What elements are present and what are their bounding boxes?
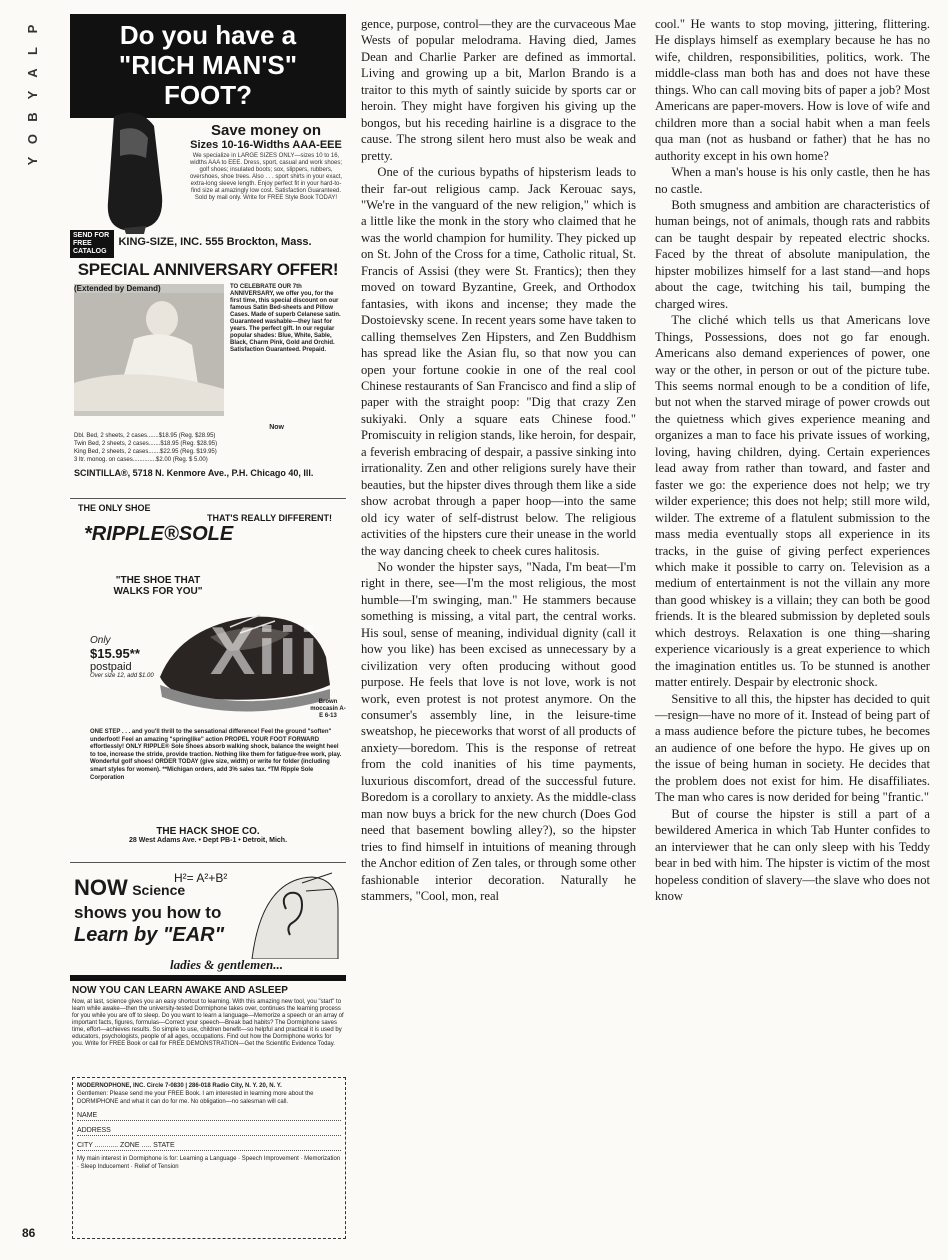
ear-body: Now, at last, science gives you an easy shortcut to learning. With this amazing new tool, you "start" to learn while awake—then the university-tested Dormiphone takes over, continues the learning process for you while you are off to sleep. Do you want to learn a language—Memorize a speech or an array of important facts, figures, formulas—Correct your speech—Break bad habits? The Dormiphone saves time, effort—achieves results. So simple to use, children benefit—so helpful and practical it is used by educators, psychologists, people of all ages, occupations. Find out how the Dormiphone works for you. Write for FREE Book or call for FREE DEMONSTRATION—Get the Scientific Evidence Today. bbox=[72, 999, 344, 1047]
coupon-interest-options[interactable]: My main interest in Dormiphone is for: Learning a Language · Speech Improvement · Memorization · Sleep Inducement · Relief of Tension bbox=[77, 1156, 341, 1170]
masthead-letter: L bbox=[25, 47, 40, 55]
ear-subheadline: NOW YOU CAN LEARN AWAKE AND ASLEEP bbox=[72, 985, 288, 996]
free-catalog-badge[interactable]: SEND FOR FREE CATALOG bbox=[70, 230, 114, 258]
ripple-line1: THE ONLY SHOE bbox=[78, 503, 151, 513]
divider bbox=[70, 975, 346, 981]
price-row: 3 ltr. monog. on cases..............$2.00 (Reg. $ 5.00) bbox=[74, 457, 208, 463]
coupon-header: MODERNOPHONE, INC. Circle 7-0830 | 286-018 Radio City, N. Y. 20, N. Y. bbox=[77, 1083, 282, 1089]
headline-line: FOOT? bbox=[163, 80, 253, 110]
ripple-body: ONE STEP . . . and you'll thrill to the sensational difference! Feel the ground "soften" underfoot! Feel an amazing "springlike" action PROPEL YOUR FOOT FORWARD effortlessly! ONLY RIPPLE® Sole Shoes absorb walking shock, balance the weight heel to toe, increase the stride, provide traction. Nothing like them for fatigue-free work, play. Wonderful golf shoes! ORDER TODAY (give size, width) or write for folder (including smart styles for women). **Michigan orders, add 3% sales tax. *TM Ripple Sole Corporation bbox=[90, 729, 342, 781]
masthead-letter: Y bbox=[25, 156, 40, 166]
oversize-note: Over size 12, add $1.00 bbox=[90, 673, 154, 679]
coupon-name-field[interactable]: NAME bbox=[77, 1112, 341, 1121]
now-word: NOW bbox=[74, 875, 128, 900]
order-coupon[interactable] bbox=[72, 1077, 346, 1239]
paragraph: When a man's house is his only castle, then he has no castle. bbox=[655, 165, 930, 196]
sizes-text: Sizes 10-16-Widths AAA-EEE bbox=[190, 139, 342, 151]
rich-foot-body: We specialize in LARGE SIZES ONLY—sizes 10 to 16, widths AAA to EEE. Dress, sport, casual and work shoes; golf shoes; insulated boots; sox, slippers, rubbers, overshoes, shoe trees. Also . . . sport shirts in your exact, extra-long sleeve length. Enjoy perfect fit in your hard-to-find size at amazingly low cost. Satisfaction Guaranteed. Sold by mail only. Write for FREE Style Book TODAY! bbox=[189, 153, 343, 201]
now-label: Now bbox=[269, 424, 284, 431]
paragraph: One of the curious bypaths of hipsterism leads to their far-out religious camp. Jack Kerouac says, "We're in the vanguard of the new religion," which is a little like the monk in the story who claimed that he was the world champion for humility. They picked up on St. John of the Cross for a time, Catholic ritual, St. Francis of Assisi (they were St. Frantics); then they moved on toward Byzantine, Greek, and Orthodox fantasies, with ikons and incense; they made the Dostoievsky scene. In recent years some have taken to calling themselves Zen Hipsters, and Zen Buddhism has spread like the Asian flu, so that now you can open your fortune cookie in one of the real cool Chinese restaurants of San Francisco and find a slip of paper with the straight poop: "Dig that crazy Zen sukiyaki. Only a square eats Chinese food." Promiscuity in religion stands, like heroin, for despair, a feverish embracing of despair, a passive sinking into irrationality. Zen and other religions surely have their beauties, but the hipster dives through them like a side show acrobat through a paper hoop—into the same old icy water of self-distrust below. The religious activities of the hipsters cure their unease in the world the way dancing cheek to cheek cures halitosis. bbox=[361, 165, 636, 558]
company-address: 28 West Adams Ave. • Dept PB-1 • Detroit, Mich. bbox=[128, 837, 288, 844]
coupon-text: Gentlemen: Please send me your FREE Book. I am interested in learning more about the DORMIPHONE and what it can do for me. No obligation—no salesman will call. bbox=[77, 1091, 314, 1105]
paragraph: cool." He wants to stop moving, jittering, flittering. He displays himself as exemplary because he has no wife, children, responsibilities, politics, work. The middle-class man both has and does not have these things. Who can call moving bits of paper a job? Most Americans are paper-movers. How is love of wife and children more than a social habit when a man feels qua man (not as husband or father) that he has no authority except in his own home? bbox=[655, 17, 930, 163]
masthead-vertical bbox=[22, 18, 44, 172]
ripple-price: $15.95** bbox=[90, 646, 140, 661]
masthead-letter: A bbox=[25, 68, 40, 78]
anniversary-body: TO CELEBRATE OUR 7th ANNIVERSARY, we offer you, for the first time, this special discount on our famous Satin Bed-sheets and Pillow Cases. Made of superb Celanese satin. Guaranteed washable—they last for years. The perfect gift. In our regular popular shades: Blue, White, Sable, Black, Charm Pink, Gold and Orchid. Satisfaction Guaranteed. Prepaid. bbox=[230, 284, 341, 353]
model-photo bbox=[74, 284, 224, 416]
paragraph: The cliché which tells us that Americans love Things, Possessions, does not go far enough. Americans also demand experiences of power, one way or the other, in person or out of the picture tube. This seems normal enough to be a condition of life, but not when the starved mirage of power crowds out the quietness which gives experience meaning and organizes a man to face his private issues of working, loving, having children, dying. Certain experiences lead away from rather than toward, and faster and faster we go: the experience does not help; we try wilder experience; this does not help; still more wild, wilder. The extreme of a flatulent submission to the mass media eventually stops all experience in its tracks, in the guise of giving perfect experiences which make it possible to carry on. Television as a medium of entertainment is not the villain any more than good whiskey is a villain; they can both be good friends. It is the bleared submission by depleted souls which destroys. Relaxation is one thing—sharing experience vicariously is a great experience to which the imagination entitles us. To be stunned is another matter entirely. Despair by electronic shock. bbox=[655, 313, 930, 690]
company-name: KING-SIZE, INC. 555 Brockton, Mass. bbox=[118, 236, 312, 248]
ripple-line2: THAT'S REALLY DIFFERENT! bbox=[207, 513, 332, 523]
masthead-letter: P bbox=[25, 24, 40, 34]
price-row: King Bed, 2 sheets, 2 cases.......$22.95 (Reg. $19.95) bbox=[74, 449, 217, 455]
paragraph: Both smugness and ambition are characteristics of human beings, not of animals, though rats and rabbits can be taught despair by repeated electric shocks. Faced by the threat of absolute manipulation, the hipster mobilizes himself for a last stand—and hops about the cage, twitching his tail, bumping the charged wires. bbox=[655, 197, 930, 311]
coupon-city-field[interactable]: CITY ............ ZONE ..... STATE bbox=[77, 1142, 341, 1151]
learn-by-ear-text: Learn by "EAR" bbox=[74, 924, 225, 946]
paragraph: But of course the hipster is still a part of a bewildered America in which Tab Hunter confides to an interviewer that he can only sleep with his Teddy bear in bed with him. The hipster is victim of the most hopeless condition of slavery—the slave who does not know bbox=[655, 806, 930, 904]
company-name: THE HACK SHOE CO. bbox=[156, 826, 260, 837]
science-word: Science bbox=[132, 882, 186, 898]
article-column-2 bbox=[655, 16, 930, 904]
ripple-quote: "THE SHOE THAT WALKS FOR YOU" bbox=[113, 575, 203, 597]
watermark: Xiii bbox=[210, 613, 321, 689]
rich-foot-copy-block bbox=[186, 122, 346, 202]
paragraph: gence, purpose, control—they are the curvaceous Mae Wests of popular melodrama. Having died, James Dean and Charlie Parker are defined as immortal. Living and growing up a bit, Marlon Brando is a traitor to this myth of saintly suicide by sports car or heroin. They might have forgiven his giving up the bongos, but his receding hairline is a disgrace to the cause. The strong silent hero must also be weak and pretty. bbox=[361, 17, 636, 163]
price-row: Twin Bed, 2 sheets, 2 cases.......$18.95 (Reg. $28.95) bbox=[74, 441, 218, 447]
rich-foot-footer bbox=[70, 230, 346, 258]
rich-foot-ad[interactable] bbox=[70, 14, 346, 254]
masthead-letter: O bbox=[25, 133, 40, 145]
price-table bbox=[74, 424, 344, 464]
dormiphone-ad[interactable] bbox=[70, 862, 346, 1247]
article-column-1 bbox=[361, 16, 636, 904]
headline-line: Do you have a bbox=[119, 20, 297, 50]
masthead-letter: B bbox=[25, 112, 40, 122]
loafer-shoe-icon bbox=[84, 106, 184, 236]
shows-text: shows you how to bbox=[74, 903, 222, 922]
paragraph: No wonder the hipster says, "Nada, I'm beat—I'm right in there, see—I'm the most religious, the most humble—I'm swinging, man." He stammers because something is missing, a vital part, the central works. His soul, sense of meaning, individual dignity (call it how you like) has been excised as unnecessary by a civilization very often producing without good purpose. He feels that love is not love, work is not work, even protest is not protest anymore. On the consumer's assembly line, in the leisure-time sweatshop, he pieceworks that worst of all products of anxiety—boredom. This is the response of retreat from the cold inanities of his time payments, luxurious discomfort, dread of the successful future. Boredom is a corollary to anxiety. As the middle-class man now buys a brick for the new church (Does God need that basement bowling alley?), so the hipster tries to find himself in intuitions of meaning through the Anchor edition of Zen tales, or through some other fashionable interior decoration. Naturally he stammers, "Cool, mon, real bbox=[361, 559, 636, 904]
anniversary-headline: SPECIAL ANNIVERSARY OFFER! bbox=[77, 260, 339, 279]
equation-text: H²= A²+B² bbox=[174, 871, 228, 885]
ladies-gentlemen-text: ladies & gentlemen... bbox=[170, 957, 284, 972]
brown-moccasin-label: Brown moccasin A-E 6-13 bbox=[310, 699, 346, 719]
headline-line: "RICH MAN'S" bbox=[118, 50, 298, 80]
save-text: Save money on bbox=[210, 122, 322, 139]
extended-label: (Extended by Demand) bbox=[74, 284, 161, 293]
masthead-letter: Y bbox=[25, 90, 40, 100]
postpaid-text: postpaid bbox=[90, 661, 132, 673]
rich-foot-headline bbox=[70, 14, 346, 118]
page-number: 86 bbox=[22, 1226, 36, 1240]
ripple-brand: *RIPPLE®SOLE bbox=[84, 523, 234, 545]
price-row: Dbl. Bed, 2 sheets, 2 cases.......$18.95 (Reg. $28.95) bbox=[74, 433, 216, 439]
paragraph: Sensitive to all this, the hipster has decided to quit—resign—have no more of it. Instead of being part of a mass audience before the picture tubes, he becomes an audience of one before the hypo. He gives up on the issue of being human in society. He decides that the problem does not exist for him. He disaffiliates. The man who cares is now derided for being "frantic." bbox=[655, 691, 930, 805]
coupon-address-field[interactable]: ADDRESS bbox=[77, 1127, 341, 1136]
ear-icon bbox=[242, 869, 342, 959]
anniversary-ad[interactable] bbox=[70, 260, 346, 510]
woman-on-sheets-image bbox=[74, 293, 224, 411]
only-text: Only bbox=[90, 635, 111, 646]
ripple-company-block bbox=[70, 826, 346, 844]
anniversary-address: SCINTILLA®, 5718 N. Kenmore Ave., P.H. Chicago 40, Ill. bbox=[74, 468, 314, 478]
